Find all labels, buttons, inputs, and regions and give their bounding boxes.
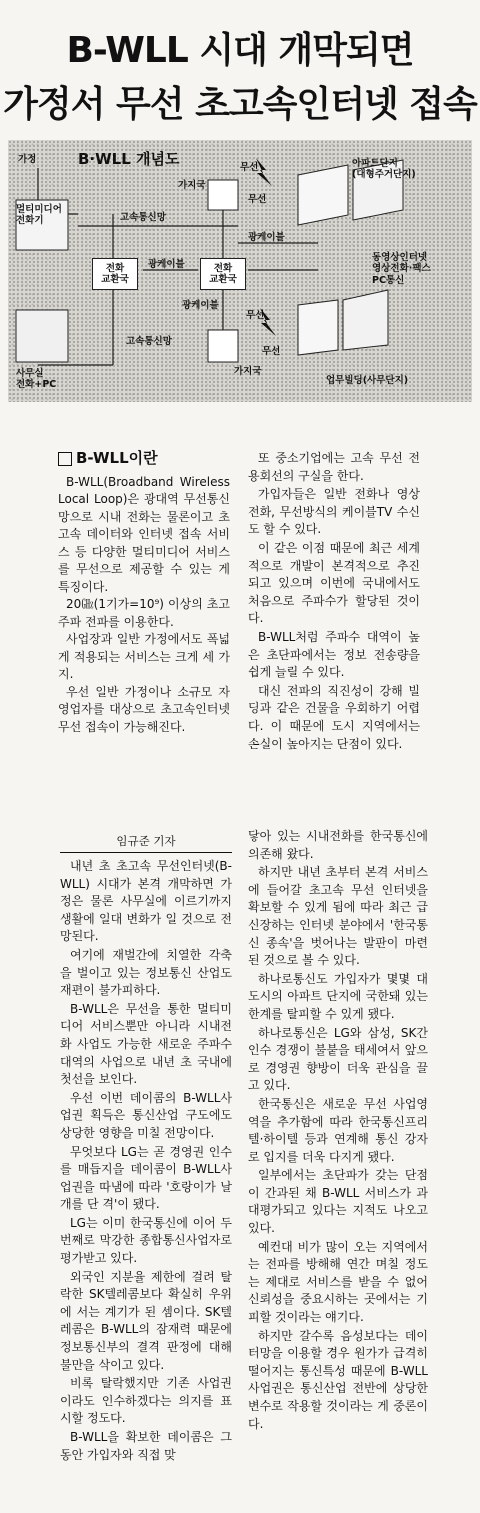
sidebar-right xyxy=(248,450,420,754)
article-paragraph: LG는 이미 한국통신에 이어 두 번째로 막강한 종합통신사업자로 평가받고 있다. xyxy=(60,1215,232,1266)
office-building xyxy=(16,310,68,362)
sidebar-paragraph: 또 중소기업에는 고속 무선 전용회선의 구실을 한다. xyxy=(248,451,420,483)
article-column-left xyxy=(60,858,232,1465)
label-wireless-bottom-1: 무선 xyxy=(246,310,265,321)
article-paragraph: B-WLL은 무선을 통한 멀티미디어 서비스뿐만 아니라 시내전화 사업도 가능한 새로운 주파수대역의 사업으로 내년 초 국내에 첫선을 보인다. xyxy=(60,1001,232,1087)
apartment-block-1 xyxy=(298,165,348,225)
article-paragraph: 예컨대 비가 많이 오는 지역에서는 전파를 방해해 연간 며칠 정도는 제대로 서비스를 받을 수 없어 신뢰성을 중요시하는 곳에서는 기피할 것이라는 얘기다. xyxy=(248,1239,428,1325)
phone-exchange-2: 전화 교환국 xyxy=(200,258,246,290)
label-wireless-top-2: 무선 xyxy=(248,194,267,205)
label-high-speed-bottom: 고속통신망 xyxy=(126,336,172,347)
byline: 임규준 기자 xyxy=(60,833,232,853)
sidebar-paragraph: B-WLL(Broadband Wireless Local Loop)은 광대역 무선통신망으로 시내 전화는 물론이고 초고속 데이터와 인터넷 접속 서비스 등 다양한 멀티미디어 서비스를 무선으로 제공할 수 있는 게 특징이다. xyxy=(58,474,230,594)
label-services: 동영상인터넷 영상전화·팩스 PC통신 xyxy=(372,252,431,286)
label-base-bottom: 가지국 xyxy=(234,366,262,377)
sidebar-title-text: B-WLL이란 xyxy=(76,449,158,467)
label-apartment: 아파트단지 (대형주거단지) xyxy=(352,158,416,181)
article-paragraph: 외국인 지분율 제한에 걸려 탈락한 SK텔레콤보다 확실히 우위에 서는 계기가 된 셈이다. SK텔레콤은 B-WLL의 잠재력 때문에 정보통신부의 결격 판정에 대해 불만을 삭이고 있다. xyxy=(60,1269,232,1372)
label-fiber-3: 광케이블 xyxy=(182,300,219,311)
article-paragraph: 하지만 갈수록 음성보다는 데이터망을 이용할 경우 원가가 급격히 떨어지는 통신특성 때문에 B-WLL 사업권은 통신산업 전반에 상당한 변수로 작용할 것이라는 게 중론이다. xyxy=(248,1328,428,1431)
article-paragraph: 하지만 내년 초부터 본격 서비스에 들어갈 초고속 무선 인터넷을 확보할 수 있게 됨에 따라 최근 급신장하는 인터넷 분야에서 '한국통신 종속'을 벗어나는 발판이 마련된 것으로 볼 수 있다. xyxy=(248,865,428,968)
article-paragraph: 하나로통신은 LG와 삼성, SK간 인수 경쟁이 불붙을 태세여서 앞으로 경영권 향방이 더욱 관심을 끌고 있다. xyxy=(248,1025,428,1093)
sidebar-paragraph: 대신 전파의 직진성이 강해 빌딩과 같은 건물을 우회하기 어렵다. 이 때문에 도시 지역에서는 손실이 높아지는 단점이 있다. xyxy=(248,683,420,751)
wireless-bolt-top xyxy=(256,158,272,186)
label-business: 업무빌딩(사무단지) xyxy=(326,375,409,386)
article-paragraph: 여기에 재벌간에 치열한 각축을 벌이고 있는 정보통신 산업도 재편이 불가피하다. xyxy=(60,947,232,998)
label-multimedia-phone: 멀티미디어 전화기 xyxy=(16,204,62,227)
article-paragraph: 한국통신은 새로운 무선 사업영역을 추가함에 따라 한국통신프리텔·하이텔 등과 연계해 통신 강자로 입지를 더욱 다지게 됐다. xyxy=(248,1096,428,1164)
base-station-top xyxy=(208,180,238,210)
sidebar-left xyxy=(58,450,230,736)
label-wireless-top-1: 무선 xyxy=(240,162,259,173)
article-paragraph: 우선 이번 데이콤의 B-WLL사업권 획득은 통신산업 구도에도 상당한 영향을 미칠 전망이다. xyxy=(60,1090,232,1140)
article-paragraph: B-WLL을 확보한 데이콤은 그 동안 가입자와 직접 맞 xyxy=(60,1430,232,1462)
article-paragraph: 무엇보다 LG는 곧 경영권 인수를 매듭지을 데이콤이 B-WLL사업권을 따냄에 따라 '호랑이가 날개를 단 격'이 됐다. xyxy=(60,1144,232,1212)
business-building-1 xyxy=(298,300,338,355)
article-paragraph: 일부에서는 초단파가 갖는 단점이 간과된 채 B-WLL 서비스가 과대평가되고 있다는 지적도 나오고 있다. xyxy=(248,1168,428,1236)
business-building-2 xyxy=(343,290,388,350)
label-wireless-bottom-2: 무선 xyxy=(262,346,281,357)
article-column-right xyxy=(248,828,428,1434)
headline-line-2: 가정서 무선 초고속인터넷 접속 xyxy=(3,84,477,125)
label-home: 가정 xyxy=(18,154,37,165)
sidebar-paragraph: 20㎓(1기가=10⁹) 이상의 초고주파 전파를 이용한다. xyxy=(58,597,230,629)
sidebar-paragraph: 우선 일반 가정이나 소규모 자영업자를 대상으로 초고속인터넷 무선 접속이 가능해진다. xyxy=(58,684,230,734)
sidebar-paragraph: B-WLL처럼 주파수 대역이 높은 초단파에서는 정보 전송량을 쉽게 늘릴 수 있다. xyxy=(248,629,420,680)
article-paragraph: 내년 초 초고속 무선인터넷(B-WLL) 시대가 본격 개막하면 가정은 물론 사무실에 이르기까지 생활에 일대 변화가 일 것으로 전망된다. xyxy=(60,859,232,944)
square-icon xyxy=(58,452,72,466)
headline-line-1: B-WLL 시대 개막되면 xyxy=(66,30,414,71)
phone-exchange-1: 전화 교환국 xyxy=(92,258,138,290)
sidebar-title xyxy=(58,450,230,468)
article-paragraph: 비록 탈락했지만 기존 사업권이라도 인수하겠다는 의지를 표시할 정도다. xyxy=(60,1376,232,1426)
concept-diagram xyxy=(8,140,472,402)
label-high-speed-top: 고속통신망 xyxy=(120,212,166,223)
label-base-top: 가지국 xyxy=(178,180,206,191)
sidebar-paragraph: 사업장과 일반 가정에서도 폭넓게 적용되는 서비스는 크게 세 가지. xyxy=(58,632,230,681)
article-paragraph: 하나로통신도 가입자가 몇몇 대도시의 아파트 단지에 국한돼 있는 한계를 탈피할 수 있게 됐다. xyxy=(248,971,428,1021)
label-fiber-1: 광케이블 xyxy=(148,259,185,270)
diagram-title: B·WLL 개념도 xyxy=(78,150,180,168)
article-paragraph: 닿아 있는 시내전화를 한국통신에 의존해 왔다. xyxy=(248,829,428,861)
base-station-bottom xyxy=(208,330,238,362)
sidebar-paragraph: 이 같은 이점 때문에 최근 세계적으로 개발이 본격적으로 추진되고 있으며 이번에 국내에서도 처음으로 주파수가 할당된 것이다. xyxy=(248,540,420,626)
sidebar-paragraph: 가입자들은 일반 전화나 영상전화, 무선방식의 케이블TV 수신도 할 수 있다. xyxy=(248,487,420,537)
label-fiber-2: 광케이블 xyxy=(248,232,285,243)
label-office: 사무실 전화+PC xyxy=(16,368,57,391)
